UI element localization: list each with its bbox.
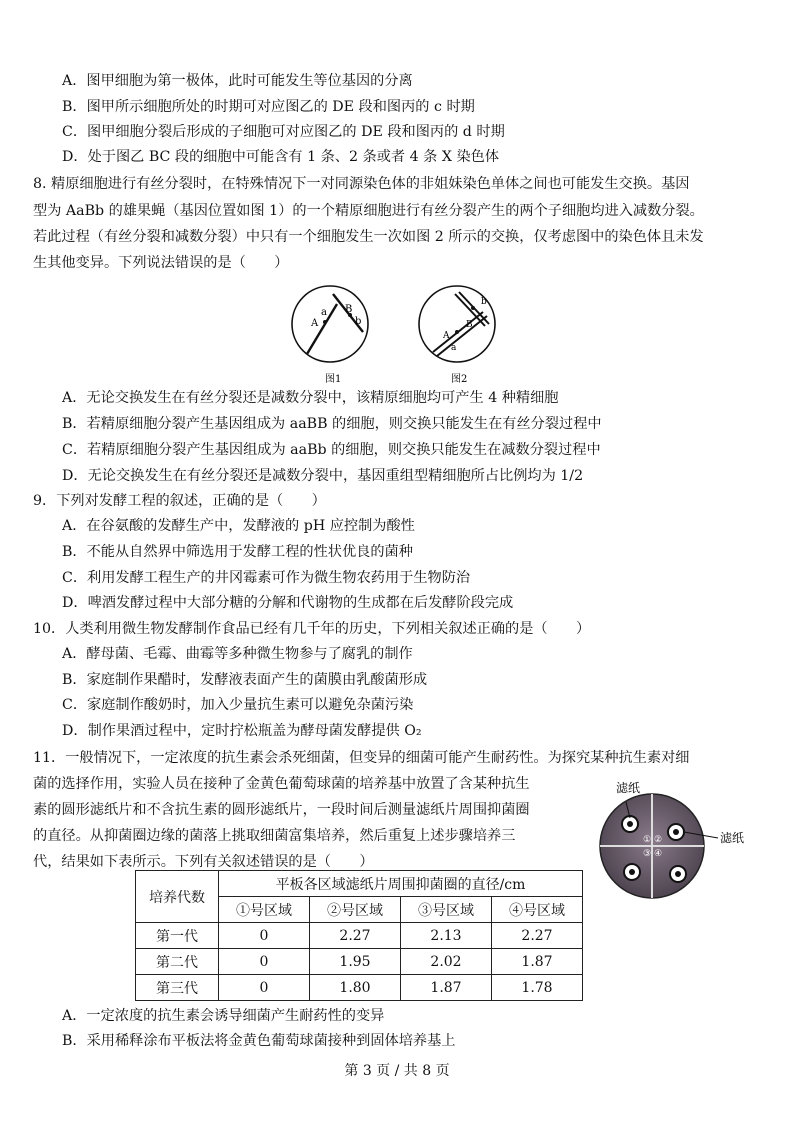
q8-stem-line-2: 型为 AaBb 的雄果蝇（基因位置如图 1）的一个精原细胞进行有丝分裂产生的两个子细胞均进入减数分裂。 <box>33 203 704 219</box>
q7-option-b: B．图甲所示细胞所处的时期可对应图乙的 DE 段和图丙的 c 时期 <box>62 99 475 115</box>
zone-1-label: ① <box>643 835 652 845</box>
table-subheader-zone-1: ①号区域 <box>219 897 310 923</box>
q7-option-a: A．图甲细胞为第一极体，此时可能发生等位基因的分离 <box>62 73 413 89</box>
q9-option-b: B．不能从自然界中筛选用于发酵工程的性状优良的菌种 <box>62 544 413 560</box>
figure-1-cell <box>292 286 368 362</box>
q10-option-a: A．酵母菌、毛霉、曲霉等多种微生物参与了腐乳的制作 <box>62 646 413 662</box>
q8-option-d: D．无论交换发生在有丝分裂还是减数分裂中，基因重组型精细胞所占比例均为 1/2 <box>62 468 584 484</box>
table-cell-generation: 第二代 <box>136 949 219 975</box>
q11-stem-line-2: 菌的选择作用，实验人员在接种了金黄色葡萄球菌的培养基中放置了含某种抗生 <box>33 776 530 792</box>
table-subheader-zone-2: ②号区域 <box>310 897 401 923</box>
q8-stem-line-1: 8. 精原细胞进行有丝分裂时，在特殊情况下一对同源染色体的非姐妹染色单体之间也可能发生交换。基因 <box>33 176 690 192</box>
q9-option-c: C．利用发酵工程生产的井冈霉素可作为微生物农药用于生物防治 <box>62 570 471 586</box>
table-cell: 2.02 <box>401 949 492 975</box>
fig2-caption: 图2 <box>451 374 468 385</box>
q11-petri-dish-figure <box>596 776 768 902</box>
q10-option-d: D．制作果酒过程中，定时拧松瓶盖为酵母菌发酵提供 O₂ <box>62 723 422 739</box>
q8-option-c: C．若精原细胞分裂产生基因组成为 aaBb 的细胞，则交换只能发生在减数分裂过程中 <box>62 442 601 458</box>
q7-option-c: C．图甲细胞分裂后形成的子细胞可对应图乙的 DE 段和图丙的 d 时期 <box>62 124 505 140</box>
table-cell: 1.78 <box>492 975 583 1001</box>
q11-stem-line-5: 代，结果如下表所示。下列有关叙述错误的是（ ） <box>33 854 374 870</box>
table-cell: 2.13 <box>401 923 492 949</box>
q8-option-a: A．无论交换发生在有丝分裂还是减数分裂中，该精原细胞均可产生 4 种精细胞 <box>62 390 559 406</box>
table-cell: 1.87 <box>401 975 492 1001</box>
filter-paper-label-top: 滤纸 <box>616 781 641 795</box>
q11-option-a: A．一定浓度的抗生素会诱导细菌产生耐药性的变异 <box>62 1008 385 1024</box>
table-cell: 2.27 <box>310 923 401 949</box>
fig1-gene-A: A <box>311 318 319 329</box>
table-cell: 0 <box>219 949 310 975</box>
table-subheader-zone-3: ③号区域 <box>401 897 492 923</box>
fig2-gene-B: B <box>466 320 473 330</box>
fig2-gene-a: a <box>451 343 457 353</box>
q11-option-b: B．采用稀释涂布平板法将金黄色葡萄球菌接种到固体培养基上 <box>62 1033 456 1049</box>
zone-4-label: ④ <box>654 849 663 859</box>
table-cell: 0 <box>219 975 310 1001</box>
table-row <box>136 923 583 949</box>
q10-option-b: B．家庭制作果醋时，发酵液表面产生的菌膜由乳酸菌形成 <box>62 672 428 688</box>
table-header-group: 平板各区域滤纸片周围抑菌圈的直径/cm <box>219 871 583 897</box>
filter-paper-label-right: 滤纸 <box>720 831 745 845</box>
zone-2-label: ② <box>654 835 663 845</box>
table-cell: 1.95 <box>310 949 401 975</box>
q11-results-table <box>135 870 583 1001</box>
q11-stem-line-1: 11．一般情况下，一定浓度的抗生素会杀死细菌，但变异的细菌可能产生耐药性。为探究某种抗生素对细 <box>33 750 690 766</box>
fig1-caption: 图1 <box>325 374 342 385</box>
q9-option-d: D．啤酒发酵过程中大部分糖的分解和代谢物的生成都在后发酵阶段完成 <box>62 595 514 611</box>
q11-stem-line-3: 素的圆形滤纸片和不含抗生素的圆形滤纸片，一段时间后测量滤纸片周围抑菌圈 <box>33 802 530 818</box>
q10-option-c: C．家庭制作酸奶时，加入少量抗生素可以避免杂菌污染 <box>62 697 414 713</box>
table-row <box>136 949 583 975</box>
table-row <box>136 975 583 1001</box>
fig1-gene-b: b <box>355 316 362 327</box>
q8-figures <box>285 282 515 390</box>
fig1-gene-B: B <box>345 304 353 315</box>
table-cell: 2.27 <box>492 923 583 949</box>
table-cell: 1.80 <box>310 975 401 1001</box>
q10-stem: 10．人类利用微生物发酵制作食品已经有几千年的历史，下列相关叙述正确的是（ ） <box>33 621 591 637</box>
zone-3-label: ③ <box>643 849 652 859</box>
fig2-gene-b: b <box>481 297 487 307</box>
q8-stem-line-4: 生其他变异。下列说法错误的是（ ） <box>33 255 289 271</box>
figure-2-cell <box>419 286 495 362</box>
table-cell: 0 <box>219 923 310 949</box>
q8-stem-line-3: 若此过程（有丝分裂和减数分裂）中只有一个细胞发生一次如图 2 所示的交换，仅考虑图中的染色体且未发 <box>33 229 704 245</box>
table-cell-generation: 第一代 <box>136 923 219 949</box>
page-footer: 第 3 页 / 共 8 页 <box>344 1063 450 1079</box>
q11-stem-line-4: 的直径。从抑菌圈边缘的菌落上挑取细菌富集培养，然后重复上述步骤培养三 <box>33 828 516 844</box>
q9-stem: 9．下列对发酵工程的叙述，正确的是（ ） <box>33 493 326 509</box>
fig2-gene-A: A <box>443 331 450 341</box>
table-cell-generation: 第三代 <box>136 975 219 1001</box>
fig1-gene-a: a <box>321 307 327 318</box>
table-header-generation: 培养代数 <box>136 871 219 923</box>
q8-option-b: B．若精原细胞分裂产生基因组成为 aaBB 的细胞，则交换只能发生在有丝分裂过程中 <box>62 416 602 432</box>
q9-option-a: A．在谷氨酸的发酵生产中，发酵液的 pH 应控制为酸性 <box>62 518 415 534</box>
table-cell: 1.87 <box>492 949 583 975</box>
q7-option-d: D．处于图乙 BC 段的细胞中可能含有 1 条、2 条或者 4 条 X 染色体 <box>62 149 500 165</box>
table-subheader-zone-4: ④号区域 <box>492 897 583 923</box>
